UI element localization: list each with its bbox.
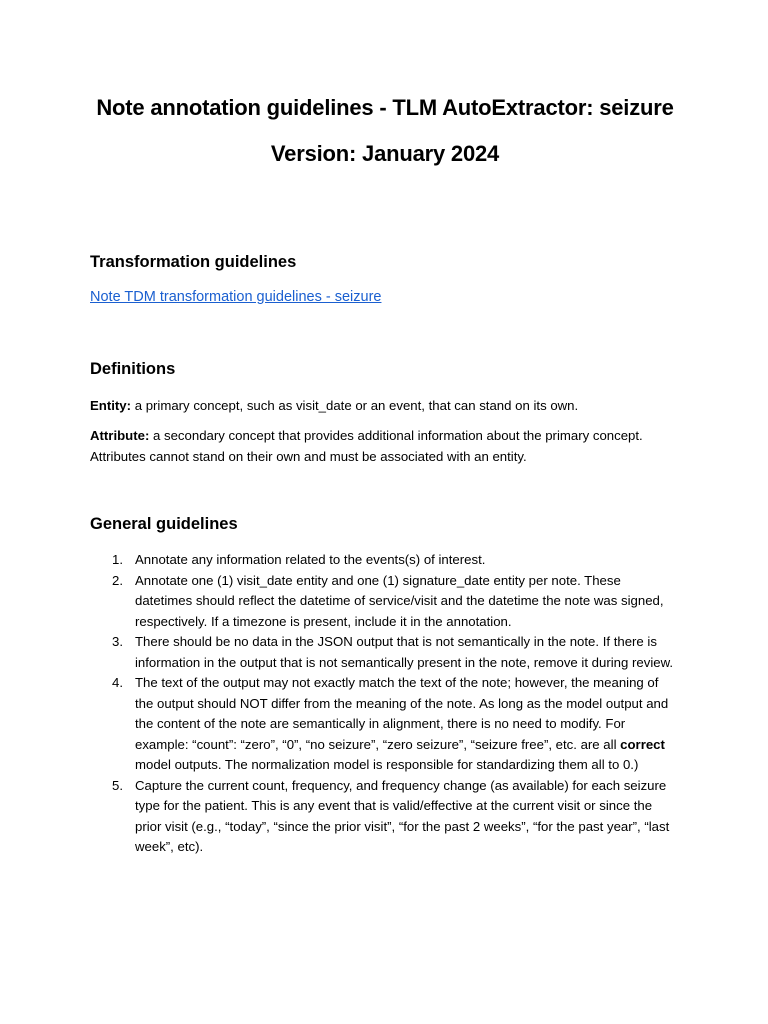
list-item-text: Annotate one (1) visit_date entity and one (1) signature_date entity per note. These datetimes should reflect the datetime of service/visit and the datetime the note was signed, respectively. If a timezone is present, include it in the annotation.: [135, 572, 664, 629]
list-item: [90, 571, 680, 633]
document-version: Version: January 2024: [270, 141, 500, 166]
entity-definition: [90, 396, 650, 417]
list-item: [90, 776, 680, 858]
list-item: [90, 632, 680, 673]
list-item-number: 5.: [112, 777, 123, 793]
attribute-text: a secondary concept that provides additional information about the primary concept. Attributes cannot stand on their own and must be associated with an entity.: [90, 428, 643, 464]
list-item-number: 2.: [112, 572, 123, 588]
general-guidelines-list: [90, 550, 680, 858]
list-item-number: 1.: [112, 552, 123, 567]
list-item-text: Capture the current count, frequency, and frequency change (as available) for each seizure type for the patient. This is any event that is valid/effective at the current visit or since the prior visit (e.g., “today”, “since the prior visit”, “for the past 2 weeks”, “for the past year”, “last week”, etc).: [135, 777, 670, 854]
list-item-text: Annotate any information related to the events(s) of interest.: [135, 552, 486, 567]
list-item-text: There should be no data in the JSON output that is not semantically in the note. If there is information in the output that is not semantically present in the note, remove it during review.: [135, 634, 674, 670]
list-item-text-after: model outputs. The normalization model is responsible for standardizing them all to 0.): [135, 757, 639, 772]
list-item-number: 3.: [112, 634, 123, 649]
transformation-guidelines-link[interactable]: Note TDM transformation guidelines - seizure: [90, 289, 382, 305]
document-title: Note annotation guidelines - TLM AutoExtractor: seizure: [96, 95, 674, 120]
entity-text: a primary concept, such as visit_date or an event, that can stand on its own.: [131, 398, 579, 413]
list-item-bold-text: correct: [620, 736, 665, 752]
list-item: [90, 550, 680, 571]
transformation-heading: Transformation guidelines: [90, 253, 297, 271]
list-item: [90, 673, 680, 776]
attribute-definition: [90, 426, 650, 467]
general-guidelines-heading: General guidelines: [90, 515, 238, 533]
attribute-term: Attribute:: [90, 428, 150, 443]
list-item-text: The text of the output may not exactly match the text of the note; however, the meaning of the output should NOT differ from the meaning of the note. As long as the model output and the content of the note are semantically in alignment, there is no need to modify. For example: “count”: “zero”, “0”, “no seizure”, “zero seizure”, “seizure free”, etc. are all: [135, 675, 669, 752]
definitions-heading: Definitions: [90, 360, 176, 378]
entity-term: Entity:: [90, 398, 132, 413]
list-item-number: 4.: [112, 675, 123, 690]
